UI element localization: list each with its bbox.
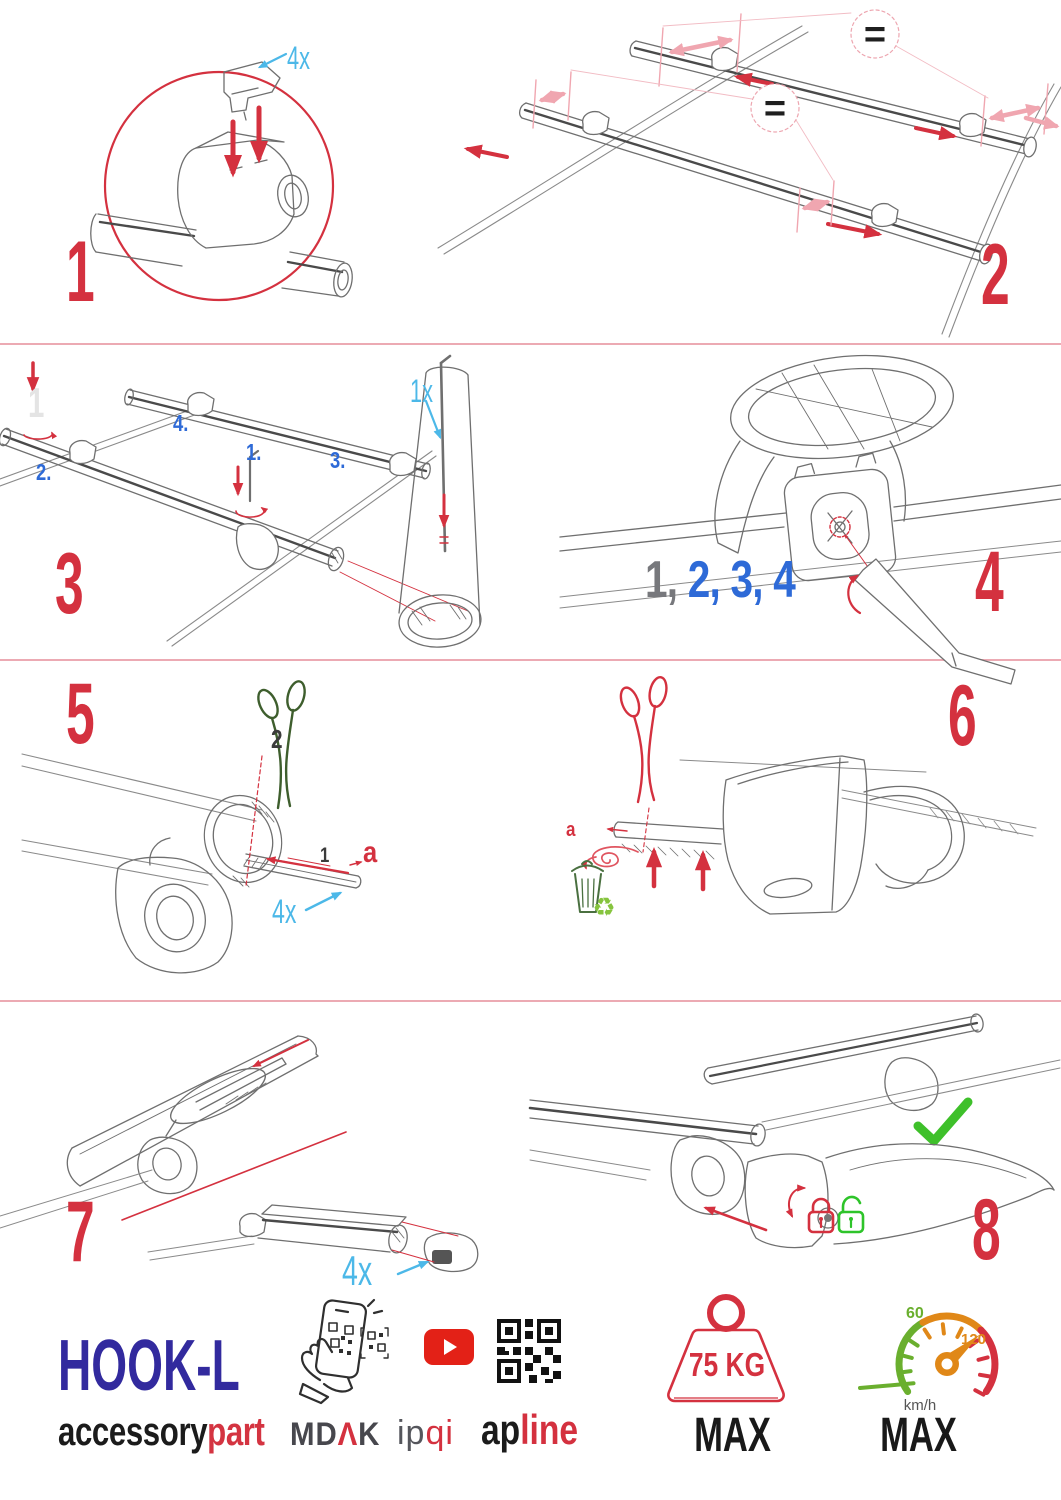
step5-number: 5	[66, 666, 94, 762]
slide-arrow	[706, 1208, 766, 1230]
slide-arrow	[468, 149, 507, 157]
speed-unit: km/h	[903, 1397, 937, 1414]
qty-pointer	[398, 1262, 427, 1274]
apline-black: ap	[481, 1406, 521, 1453]
lock-open-icon	[839, 1197, 863, 1232]
final-assembly	[704, 1013, 1060, 1130]
step7-qty-label: 4x	[342, 1247, 373, 1294]
step4-sequence	[645, 551, 796, 609]
step7-number: 7	[66, 1184, 94, 1280]
scissors-icon	[617, 676, 669, 802]
brand-logo	[58, 1412, 265, 1452]
step3-label-1: 1.	[246, 439, 262, 465]
detail-circle	[105, 72, 333, 300]
step1-number: 1	[66, 224, 94, 320]
phone-qr-scan-icon	[290, 1296, 395, 1404]
rubber-strip	[244, 854, 361, 888]
slide-arrow	[916, 128, 953, 136]
dimension-arrow	[608, 829, 627, 831]
equal-sign: =	[763, 88, 787, 130]
step3-illustration	[0, 345, 560, 659]
mdak-lambda: Λ	[337, 1416, 359, 1452]
brand-red: part	[207, 1410, 265, 1454]
speed-low-label: 60	[906, 1305, 924, 1322]
speed-high-label: 120	[961, 1331, 987, 1348]
qty-pointer	[260, 54, 286, 67]
step6-illustration	[530, 660, 1061, 1000]
step3-qty-label: 1x	[410, 373, 433, 409]
step4-number: 4	[975, 534, 1003, 630]
discard-coil	[585, 847, 638, 868]
step6-number: 6	[948, 668, 976, 764]
max-speed-label: MAX	[880, 1409, 957, 1462]
step5-strip-label: 1	[320, 844, 330, 867]
step5-qty-label: 4x	[272, 893, 297, 931]
clip-bracket	[224, 62, 280, 120]
qty-pointer	[306, 893, 340, 910]
step2-number: 2	[981, 227, 1009, 323]
step3-label-3: 3.	[330, 447, 346, 473]
weight-icon	[660, 1290, 800, 1412]
ipqi-gray: ip	[397, 1414, 426, 1452]
youtube-icon	[424, 1329, 474, 1365]
mdak-k: K	[358, 1416, 381, 1452]
step5-cut-label: 2	[271, 724, 283, 754]
qr-code	[497, 1319, 561, 1383]
apline-logo	[481, 1406, 579, 1453]
cover-piece	[723, 756, 867, 914]
step8-number: 8	[972, 1182, 1000, 1278]
step6-dim-label: a	[566, 819, 576, 841]
slide-arrow	[828, 224, 878, 234]
ipqi-logo	[397, 1416, 454, 1450]
claw-hook	[864, 786, 964, 888]
speedometer-icon	[860, 1298, 995, 1420]
step1-qty-label: 4x	[287, 40, 310, 76]
recycle-icon: ♻	[592, 892, 616, 922]
rotate-arrow	[24, 433, 52, 439]
step5-dim-label: a	[363, 836, 378, 869]
rotate-arrow	[236, 508, 264, 517]
step3-ghost-knob: 1	[28, 379, 45, 426]
step3-label-2: 2.	[36, 459, 52, 485]
sequence-gray: 1,	[645, 551, 678, 609]
ipqi-red: qi	[425, 1414, 454, 1452]
step2-illustration	[430, 0, 1061, 343]
rotate-arrow	[789, 1188, 804, 1216]
cut-line	[643, 808, 649, 852]
sequence-blue: 2, 3, 4	[687, 551, 796, 609]
foot	[70, 393, 416, 570]
max-load-value: 75 KG	[688, 1347, 766, 1384]
dimension-arrow	[268, 859, 348, 873]
apline-red: line	[520, 1406, 579, 1453]
end-cap	[424, 1233, 477, 1272]
equal-sign: =	[863, 14, 887, 56]
product-name: HOOK-L	[58, 1326, 240, 1406]
step3-number: 3	[55, 536, 83, 632]
rubber-strip	[614, 822, 723, 859]
mdak-logo	[290, 1418, 380, 1450]
step3-label-4: 4.	[173, 410, 189, 436]
max-load-label: MAX	[694, 1409, 771, 1462]
brand-black: accessory	[58, 1410, 208, 1454]
mdak-md: MD	[290, 1416, 338, 1452]
